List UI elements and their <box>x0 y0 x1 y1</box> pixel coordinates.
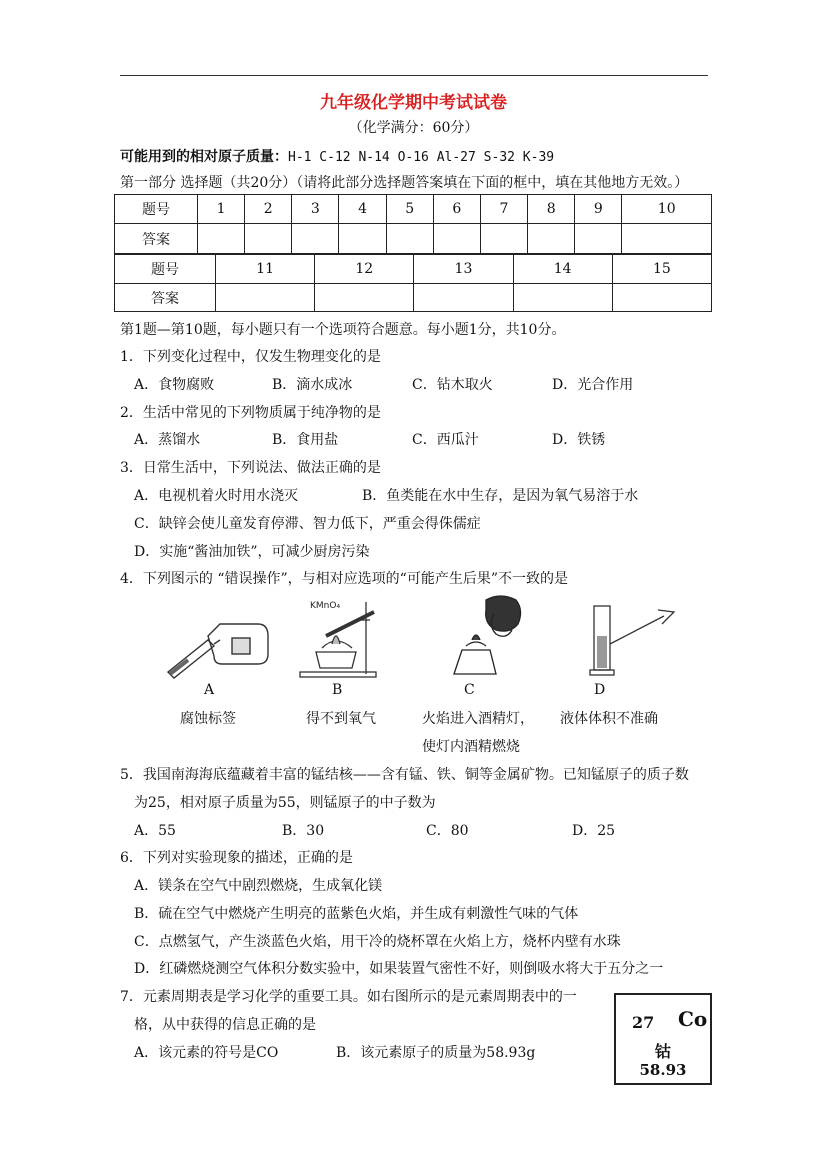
question-number-cell: 3 <box>292 195 339 224</box>
option-b: B．食用盐 <box>272 432 339 448</box>
question-number-cell: 1 <box>198 195 245 224</box>
option-d: D．实施“酱油加铁”，可减少厨房污染 <box>134 544 370 560</box>
option-b: B．滴水成冰 <box>272 377 353 393</box>
option-a: A．该元素的符号是CO <box>134 1045 279 1061</box>
option-c: C．西瓜汁 <box>412 432 479 448</box>
figure-a-pouring-reagent <box>158 610 278 680</box>
periodic-element-card <box>614 993 712 1085</box>
question-number-cell: 9 <box>575 195 622 224</box>
question-number-cell: 11 <box>216 255 315 284</box>
question-5-stem-line2: 为25，相对原子质量为55，则锰原子的中子数为 <box>134 795 436 811</box>
question-number-cell: 8 <box>528 195 575 224</box>
figure-a-letter: A <box>204 682 215 698</box>
answer-cell[interactable] <box>414 284 513 312</box>
answer-cell[interactable] <box>386 224 433 254</box>
figure-d-graduated-cylinder <box>588 600 680 680</box>
answer-label-cell: 答案 <box>115 224 198 254</box>
question-number-cell: 14 <box>513 255 612 284</box>
atomic-mass-line <box>120 146 554 166</box>
instructions: 第1题—第10题，每小题只有一个选项符合题意。每小题1分，共10分。 <box>120 322 566 338</box>
figure-c-letter: C <box>464 682 475 698</box>
question-7-stem-line2: 格，从中获得的信息正确的是 <box>134 1017 316 1033</box>
option-a: A．镁条在空气中剧烈燃烧，生成氧化镁 <box>134 878 383 894</box>
option-a: A．蒸馏水 <box>134 432 201 448</box>
option-b: B．30 <box>282 823 325 839</box>
option-b: B．硫在空气中燃烧产生明亮的蓝紫色火焰，并生成有刺激性气味的气体 <box>134 906 579 922</box>
question-7-stem: 7．元素周期表是学习化学的重要工具。如右图所示的是元素周期表中的一 <box>120 989 577 1005</box>
element-symbol: Co <box>678 1007 708 1031</box>
table-header-cell: 题号 <box>115 255 216 284</box>
answer-cell[interactable] <box>575 224 622 254</box>
figure-a-caption: 腐蚀标签 <box>180 711 236 727</box>
question-2-stem: 2．生活中常见的下列物质属于纯净物的是 <box>120 405 381 421</box>
figure-b-letter: B <box>332 682 343 698</box>
part1-heading: 第一部分 选择题（共20分）（请将此部分选择题答案填在下面的框中，填在其他地方无效。） <box>120 175 689 191</box>
table-header-cell: 题号 <box>115 195 198 224</box>
question-3-stem: 3．日常生活中，下列说法、做法正确的是 <box>120 460 381 476</box>
question-number-cell: 12 <box>315 255 414 284</box>
atomic-mass-values: H-1 C-12 N-14 O-16 Al-27 S-32 K-39 <box>288 150 555 165</box>
question-1-stem: 1．下列变化过程中，仅发生物理变化的是 <box>120 349 381 365</box>
answer-table-bottom <box>114 254 712 312</box>
figure-c-caption: 火焰进入酒精灯， <box>422 711 534 727</box>
figure-d-caption: 液体体积不准确 <box>560 711 658 727</box>
option-d: D．红磷燃烧测空气体积分数实验中，如果装置气密性不好，则倒吸水将大于五分之一 <box>134 961 664 977</box>
answer-cell[interactable] <box>528 224 575 254</box>
question-number-cell: 13 <box>414 255 513 284</box>
option-b: B．鱼类能在水中生存，是因为氧气易溶于水 <box>362 488 639 504</box>
exam-subtitle: （化学满分：60分） <box>348 120 479 136</box>
option-d: D．25 <box>572 823 616 839</box>
option-a: A．食物腐败 <box>134 377 215 393</box>
answer-cell[interactable] <box>513 284 612 312</box>
question-5-stem: 5．我国南海海底蕴藏着丰富的锰结核——含有锰、铁、铜等金属矿物。已知锰原子的质子数 <box>120 767 689 783</box>
answer-cell[interactable] <box>315 284 414 312</box>
answer-cell[interactable] <box>245 224 292 254</box>
answer-cell[interactable] <box>612 284 711 312</box>
option-c: C．缺锌会使儿童发育停滞、智力低下，严重会得侏儒症 <box>134 516 481 532</box>
option-d: D．光合作用 <box>552 377 634 393</box>
question-6-stem: 6．下列对实验现象的描述，正确的是 <box>120 850 353 866</box>
option-d: D．铁锈 <box>552 432 606 448</box>
atomic-mass-label: 可能用到的相对原子质量： <box>120 149 288 165</box>
kmno4-label: KMnO₄ <box>310 601 341 611</box>
figure-b-heating-kmno4 <box>296 596 388 680</box>
question-4-stem: 4．下列图示的 “错误操作”，与相对应选项的“可能产生后果”不一致的是 <box>120 571 568 587</box>
question-number-cell: 6 <box>433 195 480 224</box>
option-c: C．点燃氢气，产生淡蓝色火焰，用干冷的烧杯罩在火焰上方，烧杯内壁有水珠 <box>134 934 621 950</box>
figure-b-caption: 得不到氧气 <box>306 711 376 727</box>
atomic-number: 27 <box>632 1013 655 1032</box>
answer-cell[interactable] <box>198 224 245 254</box>
option-c: C．钻木取火 <box>412 377 493 393</box>
answer-cell[interactable] <box>622 224 712 254</box>
figure-d-letter: D <box>594 682 606 698</box>
answer-cell[interactable] <box>480 224 527 254</box>
element-name: 钴 <box>654 1042 671 1061</box>
answer-label-cell: 答案 <box>115 284 216 312</box>
atomic-mass: 58.93 <box>639 1061 687 1079</box>
answer-cell[interactable] <box>339 224 386 254</box>
question-number-cell: 10 <box>622 195 712 224</box>
answer-cell[interactable] <box>433 224 480 254</box>
answer-table-top <box>114 194 712 254</box>
option-c: C．80 <box>426 823 469 839</box>
exam-title: 九年级化学期中考试试卷 <box>320 93 507 113</box>
question-number-cell: 2 <box>245 195 292 224</box>
option-b: B．该元素原子的质量为58.93g <box>336 1045 536 1061</box>
answer-cell[interactable] <box>216 284 315 312</box>
question-number-cell: 15 <box>612 255 711 284</box>
option-a: A．55 <box>134 823 176 839</box>
top-rule <box>120 75 708 76</box>
figure-c-caption-line2: 使灯内酒精燃烧 <box>422 739 520 755</box>
question-number-cell: 7 <box>480 195 527 224</box>
question-number-cell: 4 <box>339 195 386 224</box>
answer-cell[interactable] <box>292 224 339 254</box>
figure-c-alcohol-lamp <box>438 590 530 682</box>
question-number-cell: 5 <box>386 195 433 224</box>
option-a: A．电视机着火时用水浇灭 <box>134 488 299 504</box>
